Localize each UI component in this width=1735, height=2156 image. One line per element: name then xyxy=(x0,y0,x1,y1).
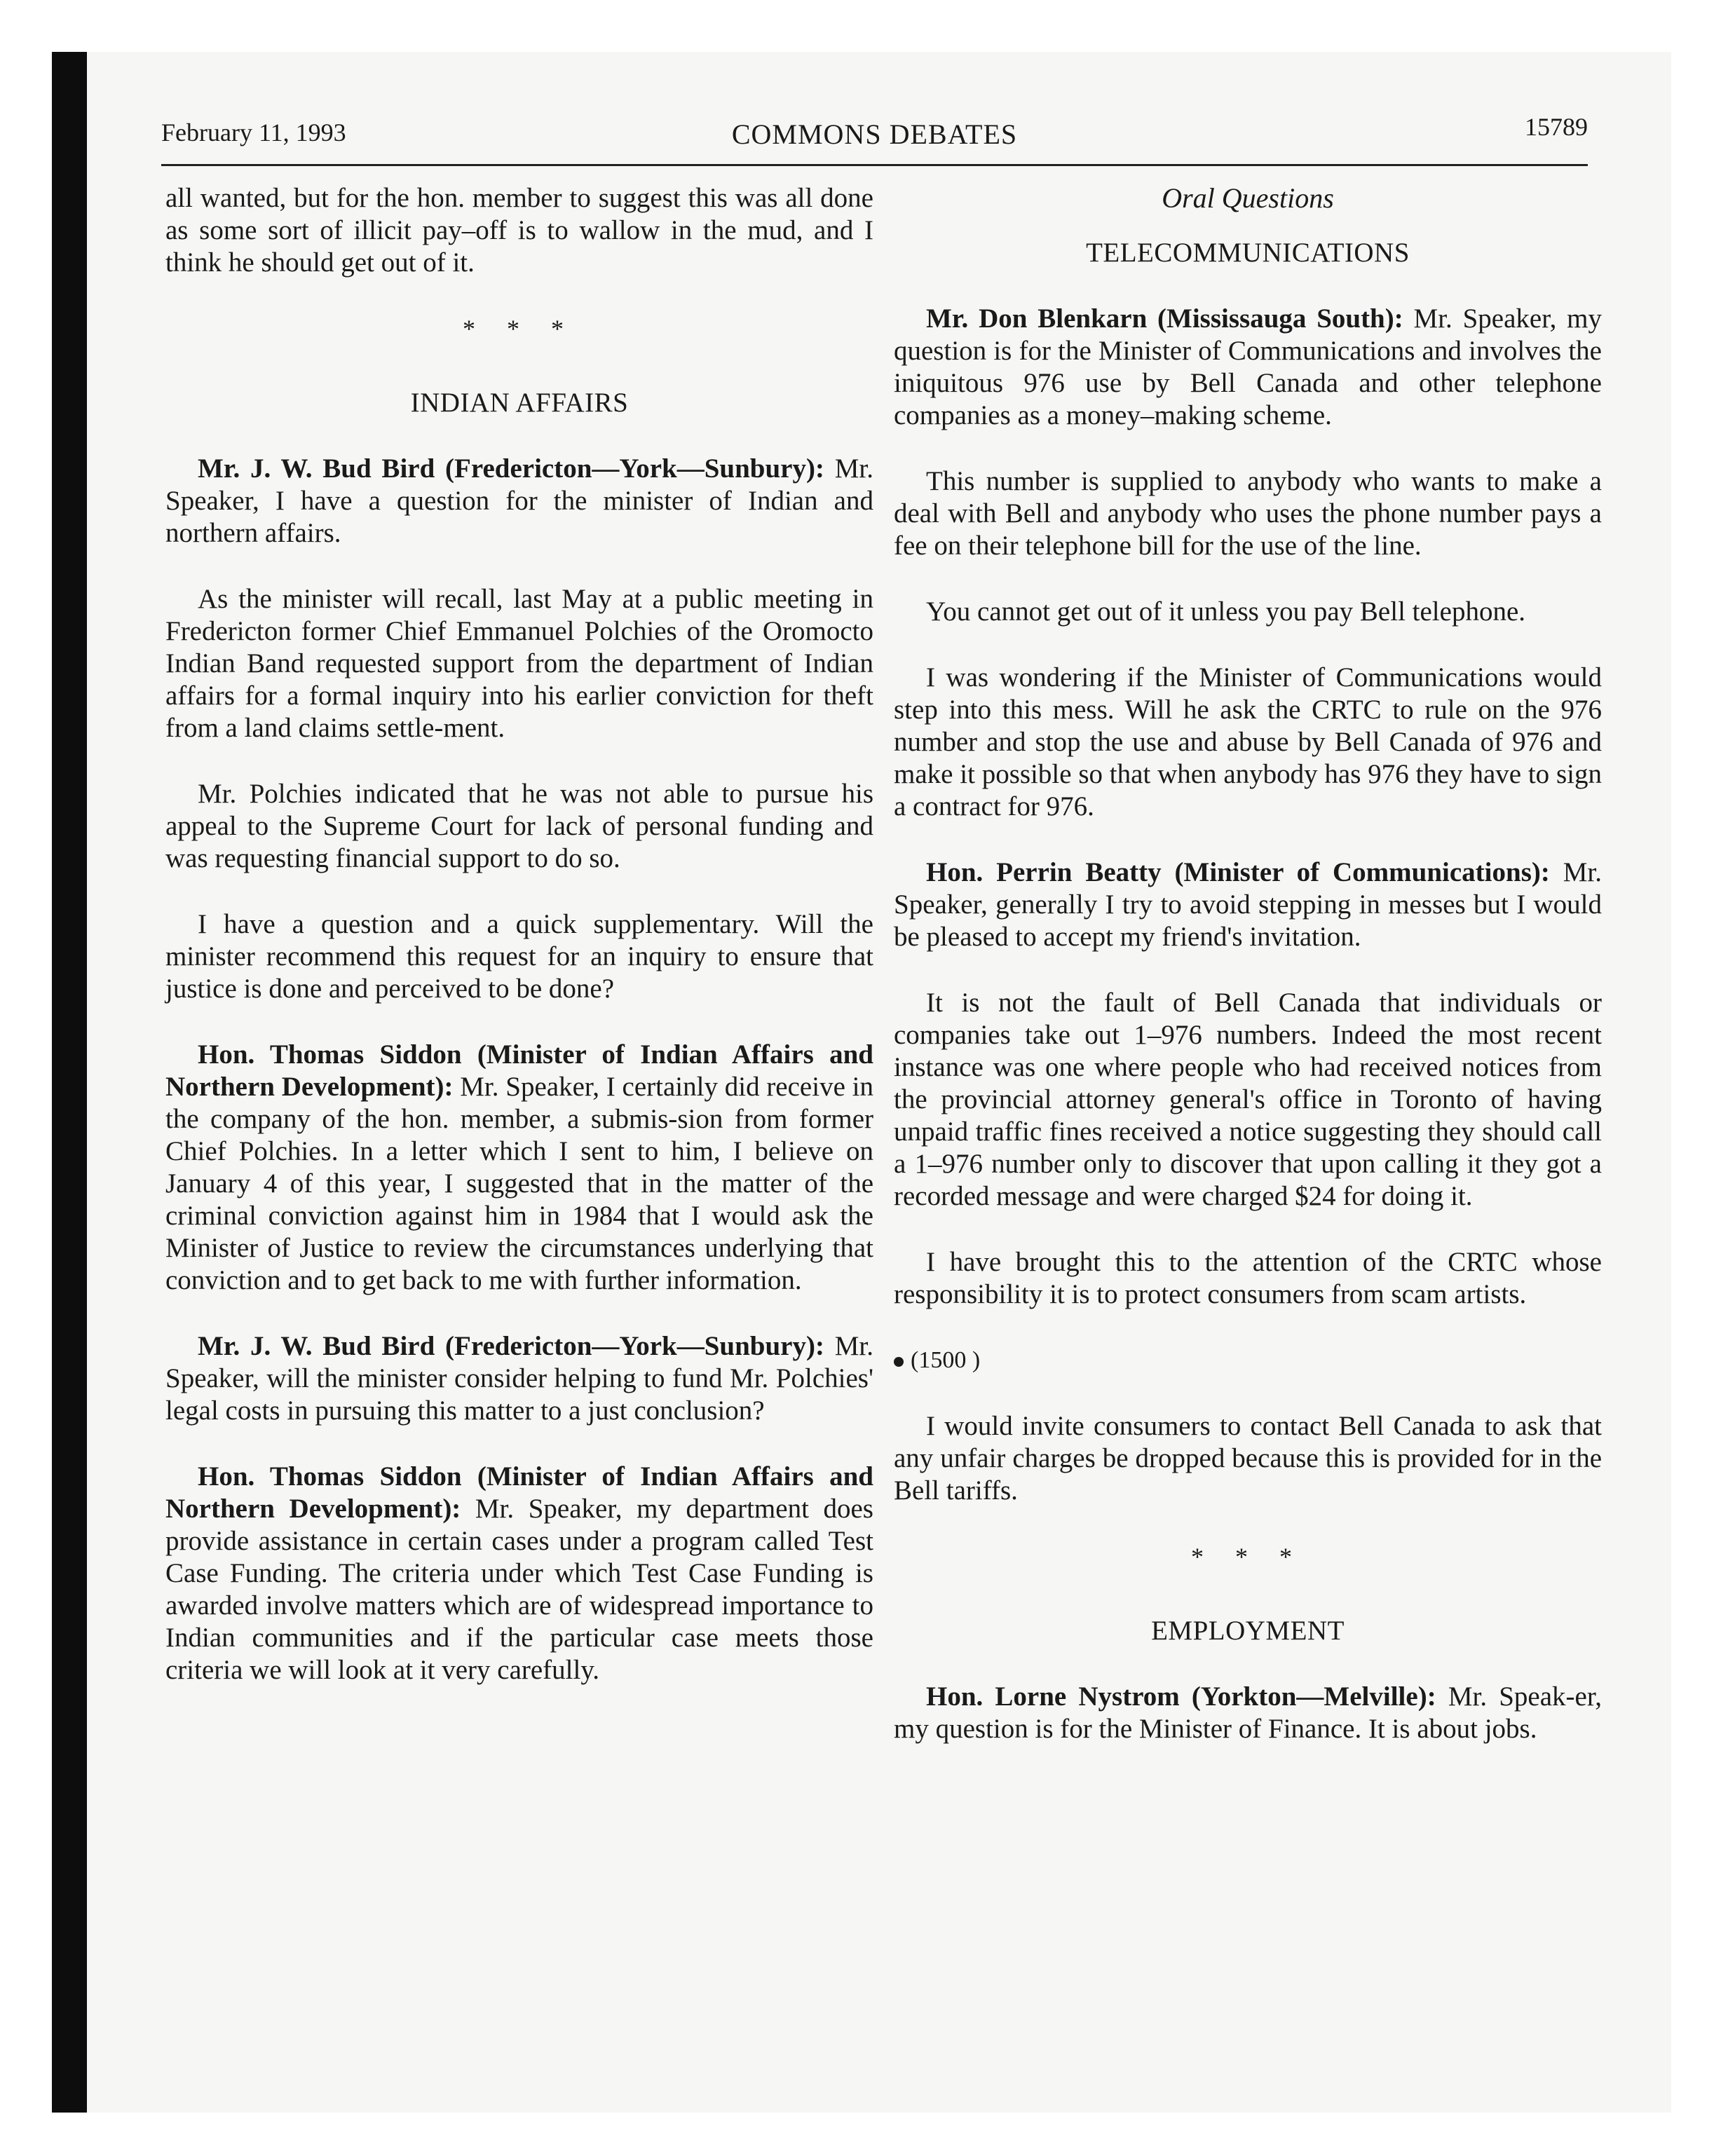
paragraph xyxy=(894,857,1602,953)
paragraph: I have a question and a quick supplementary. Will the minister recommend this request for an inquiry to ensure that justice is done and perceived to be done? xyxy=(165,909,873,1004)
paragraph: Mr. Polchies indicated that he was not able to pursue his appeal to the Supreme Court for lack of personal funding and was requesting financial support to do so. xyxy=(165,779,873,873)
paragraph: I have brought this to the attention of the CRTC whose responsibility it is to protect consumers from scam artists. xyxy=(894,1247,1602,1309)
scan-edge-shadow xyxy=(52,52,87,2113)
paragraph xyxy=(165,1330,873,1427)
paragraph: It is not the fault of Bell Canada that individuals or companies take out 1–976 numbers. Indeed the most recent instance was one where people who had received notices from the provincial attorney general's office in Toronto of having unpaid traffic fines received a notice suggesting they should call a 1–976 number only to discover that upon calling it they got a recorded message and were charged $24 for doing it. xyxy=(894,988,1602,1211)
paragraph: I was wondering if the Minister of Communications would step into this mess. Will he ask the CRTC to rule on the 976 number and stop the use and abuse by Bell Canada of 976 and make it possible so that when anybody has 976 they have to sign a contract for 976. xyxy=(894,662,1602,821)
speaker-name: Mr. J. W. Bud Bird (Fredericton—York—Sunbury): xyxy=(198,1331,824,1361)
paragraph xyxy=(165,453,873,550)
paragraph: all wanted, but for the hon. member to suggest this was all done as some sort of illicit pay–off is to wallow in the mud, and I think he should get out of it. xyxy=(165,183,873,278)
bullet-icon xyxy=(894,1357,904,1367)
speaker-name: Mr. Don Blenkarn (Mississauga South): xyxy=(926,303,1403,334)
speech-text: Mr. Speaker, I have a question for the minister of Indian and northern affairs. xyxy=(165,453,874,548)
header-date: February 11, 1993 xyxy=(161,118,346,146)
paragraph: You cannot get out of it unless you pay Bell telephone. xyxy=(926,596,1526,627)
left-column xyxy=(165,182,873,1686)
paragraph xyxy=(894,303,1602,432)
speaker-name: Hon. Thomas Siddon (Minister of Indian Affairs and Northern Development): xyxy=(165,1461,873,1524)
section-separator: * * * xyxy=(463,315,576,343)
header-title: COMMONS DEBATES xyxy=(731,118,1018,150)
paragraph xyxy=(165,1039,873,1297)
paragraph xyxy=(894,1681,1602,1745)
speaker-name: Hon. Thomas Siddon (Minister of Indian Affairs and Northern Development): xyxy=(165,1039,873,1102)
section-heading: TELECOMMUNICATIONS xyxy=(1086,238,1410,268)
speech-text: Mr. Speaker, generally I try to avoid stepping in messes but I would be pleased to accept my friend's invitation. xyxy=(894,857,1603,952)
timestamp-text: (1500 ) xyxy=(911,1347,981,1373)
paragraph: This number is supplied to anybody who wants to make a deal with Bell and anybody who uses the phone number pays a fee on their telephone bill for the use of the line. xyxy=(894,466,1602,561)
paragraph xyxy=(165,1461,873,1686)
section-heading: INDIAN AFFAIRS xyxy=(410,388,629,418)
right-column xyxy=(894,182,1602,1745)
section-label: Oral Questions xyxy=(1162,182,1334,214)
speech-text: Mr. Speaker, will the minister consider helping to fund Mr. Polchies' legal costs in pursuing this matter to a just conclusion? xyxy=(165,1331,874,1426)
speech-text: Mr. Speaker, my department does provide assistance in certain cases under a program called Test Case Funding. The criteria under which Test Case Funding is awarded involve matters which are of widespread importance to Indian communities and if the particular case meets those criteria we will look at it very carefully. xyxy=(165,1494,873,1685)
section-heading: EMPLOYMENT xyxy=(1151,1616,1345,1646)
page-number: 15789 xyxy=(1525,113,1588,141)
speaker-name: Mr. J. W. Bud Bird (Fredericton—York—Sunbury): xyxy=(198,453,824,484)
speaker-name: Hon. Perrin Beatty (Minister of Communications): xyxy=(926,857,1550,887)
paragraph: I would invite consumers to contact Bell Canada to ask that any unfair charges be dropped because this is provided for in the Bell tariffs. xyxy=(894,1411,1602,1506)
section-separator: * * * xyxy=(1191,1543,1305,1571)
paragraph: As the minister will recall, last May at a public meeting in Fredericton former Chief Emmanuel Polchies of the Oromocto Indian Band requested support from the department of Indian affairs for a formal inquiry into his earlier conviction for theft from a land claims settle-ment. xyxy=(165,584,873,743)
speech-text: Mr. Speaker, I certainly did receive in the company of the hon. member, a submis-sion from former Chief Polchies. In a letter which I sent to him, I believe on January 4 of this year, I suggested that in the matter of the criminal conviction against him in 1984 that I would ask the Minister of Justice to review the circumstances underlying that conviction and to get back to me with further information. xyxy=(165,1072,873,1295)
speech-text: Mr. Speaker, my question is for the Minister of Communications and involves the iniquitous 976 use by Bell Canada and other telephone companies as a money–making scheme. xyxy=(894,303,1602,430)
speech-text: Mr. Speak-er, my question is for the Minister of Finance. It is about jobs. xyxy=(894,1681,1603,1744)
header-rule xyxy=(161,164,1588,166)
speaker-name: Hon. Lorne Nystrom (Yorkton—Melville): xyxy=(926,1681,1436,1712)
timestamp xyxy=(894,1344,1602,1377)
page-header xyxy=(161,112,1588,154)
